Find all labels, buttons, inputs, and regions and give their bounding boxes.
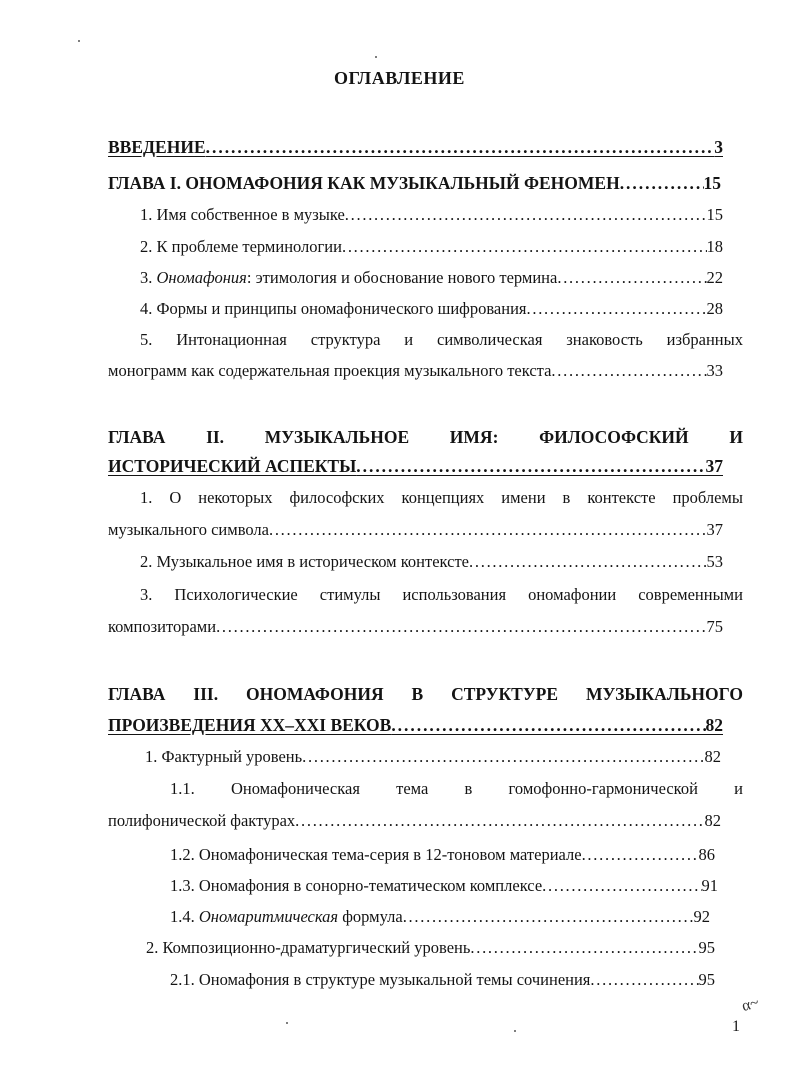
toc-entry-label: 2. Композиционно-драматургический уровень <box>146 938 471 957</box>
toc-entry-label: музыкального символа <box>108 520 269 539</box>
leader-dots <box>391 715 705 735</box>
toc-entry-1-5-line2[interactable] <box>108 361 723 381</box>
toc-entry-page: 18 <box>706 237 723 256</box>
toc-entry-1-3[interactable] <box>140 268 723 288</box>
page-number: 1 <box>732 1018 740 1035</box>
toc-entry-page: 82 <box>704 811 721 830</box>
scan-speck <box>375 56 377 58</box>
toc-entry-page: 95 <box>698 970 715 989</box>
chapter-page: 82 <box>705 715 723 735</box>
toc-entry-1-4[interactable] <box>140 299 723 319</box>
leader-dots <box>206 137 715 157</box>
scan-speck <box>78 40 80 42</box>
toc-entry-label: 4. Формы и принципы ономафонического шифрования <box>140 299 527 318</box>
toc-entry-page: 22 <box>706 268 723 287</box>
leader-dots <box>527 299 707 319</box>
toc-entry-label: 3. Ономафония: этимология и обоснование нового термина <box>140 268 558 287</box>
toc-entry-3-1-3[interactable] <box>170 876 718 896</box>
toc-entry-introduction[interactable] <box>108 137 723 157</box>
leader-dots <box>269 520 707 540</box>
leader-dots <box>542 876 701 896</box>
leader-dots <box>469 552 706 572</box>
leader-dots <box>590 970 698 990</box>
toc-entry-page: 86 <box>698 845 715 864</box>
toc-entry-label: композиторами <box>108 617 217 636</box>
toc-entry-3-2-1[interactable] <box>170 970 715 990</box>
toc-entry-page: 92 <box>693 907 710 926</box>
toc-entry-label: 1.3. Ономафония в сонорно-тематическом комплексе <box>170 876 543 895</box>
toc-entry-label: 1.2. Ономафоническая тема-серия в 12-тоновом материале <box>170 845 582 864</box>
toc-entry-3-2[interactable] <box>146 938 715 958</box>
toc-entry-2-1-line1[interactable]: 1. О некоторых философских концепциях имени в контексте проблемы <box>140 488 743 507</box>
toc-chapter-2-line2[interactable] <box>108 456 723 476</box>
toc-entry-label: монограмм как содержательная проекция музыкального текста <box>108 361 552 380</box>
toc-entry-page: 33 <box>706 361 723 380</box>
toc-entry-page: 28 <box>706 299 723 318</box>
toc-entry-page: 53 <box>706 552 723 571</box>
toc-chapter-3-line2[interactable] <box>108 715 723 735</box>
toc-entry-page: 82 <box>704 747 721 766</box>
toc-entry-label: полифонической фактурах <box>108 811 296 830</box>
toc-entry-1-2[interactable] <box>140 237 723 257</box>
toc-entry-3-1-4[interactable] <box>170 907 710 927</box>
toc-entry-3-1[interactable] <box>145 747 721 767</box>
italic-term: Ономаритмическая <box>198 907 339 926</box>
toc-entry-label: 1. Фактурный уровень <box>145 747 303 766</box>
leader-dots <box>470 938 698 958</box>
toc-entry-2-2[interactable] <box>140 552 723 572</box>
leader-dots <box>345 205 707 225</box>
toc-entry-3-1-2[interactable] <box>170 845 715 865</box>
toc-entry-1-5-line1[interactable]: 5. Интонационная структура и символическая знаковость избранных <box>140 330 743 349</box>
toc-chapter-3-line1[interactable]: ГЛАВА III. ОНОМАФОНИЯ В СТРУКТУРЕ МУЗЫКАЛЬНОГО <box>108 684 743 704</box>
leader-dots <box>295 811 704 831</box>
toc-entry-page: 15 <box>706 205 723 224</box>
toc-entry-2-3-line1[interactable]: 3. Психологические стимулы использования ономафонии современными <box>140 585 743 604</box>
toc-entry-label: 1.4. Ономаритмическая формула <box>170 907 403 926</box>
chapter-page: 15 <box>703 173 721 193</box>
leader-dots <box>620 173 704 193</box>
toc-chapter-2-line1[interactable]: ГЛАВА II. МУЗЫКАЛЬНОЕ ИМЯ: ФИЛОСОФСКИЙ И <box>108 427 743 447</box>
handwritten-mark: α~ <box>739 994 761 1015</box>
toc-entry-page: 95 <box>698 938 715 957</box>
toc-entry-2-3-line2[interactable] <box>108 617 723 637</box>
toc-entry-label: ВВЕДЕНИЕ <box>108 137 206 157</box>
chapter-heading: ГЛАВА I. ОНОМАФОНИЯ КАК МУЗЫКАЛЬНЫЙ ФЕНОМЕН <box>108 173 620 193</box>
scan-speck <box>286 1022 288 1024</box>
leader-dots <box>551 361 706 381</box>
toc-chapter-1[interactable] <box>108 173 721 193</box>
scan-speck <box>514 1030 516 1032</box>
chapter-page: 37 <box>705 456 723 476</box>
leader-dots <box>216 617 706 637</box>
italic-term: Ономафония <box>156 268 247 287</box>
toc-entry-label: 2. Музыкальное имя в историческом контексте <box>140 552 470 571</box>
toc-entry-page: 37 <box>706 520 723 539</box>
toc-entry-label: 1. Имя собственное в музыке <box>140 205 345 224</box>
chapter-heading: ИСТОРИЧЕСКИЙ АСПЕКТЫ <box>108 456 357 476</box>
leader-dots <box>342 237 707 257</box>
toc-entry-page: 3 <box>714 137 723 157</box>
toc-entry-1-1[interactable] <box>140 205 723 225</box>
toc-entry-page: 91 <box>701 876 718 895</box>
leader-dots <box>403 907 694 927</box>
toc-entry-3-1-1-line2[interactable] <box>108 811 721 831</box>
leader-dots <box>582 845 699 865</box>
leader-dots <box>557 268 706 288</box>
chapter-heading: ПРОИЗВЕДЕНИЯ XX–XXI ВЕКОВ <box>108 715 392 735</box>
toc-entry-2-1-line2[interactable] <box>108 520 723 540</box>
toc-entry-3-1-1-line1[interactable]: 1.1. Ономафоническая тема в гомофонно-гармонической и <box>170 779 743 798</box>
page-title: ОГЛАВЛЕНИЕ <box>334 68 465 88</box>
leader-dots <box>356 456 705 476</box>
toc-entry-label: 2. К проблеме терминологии <box>140 237 342 256</box>
toc-entry-page: 75 <box>706 617 723 636</box>
leader-dots <box>302 747 704 767</box>
toc-entry-label: 2.1. Ономафония в структуре музыкальной темы сочинения <box>170 970 591 989</box>
